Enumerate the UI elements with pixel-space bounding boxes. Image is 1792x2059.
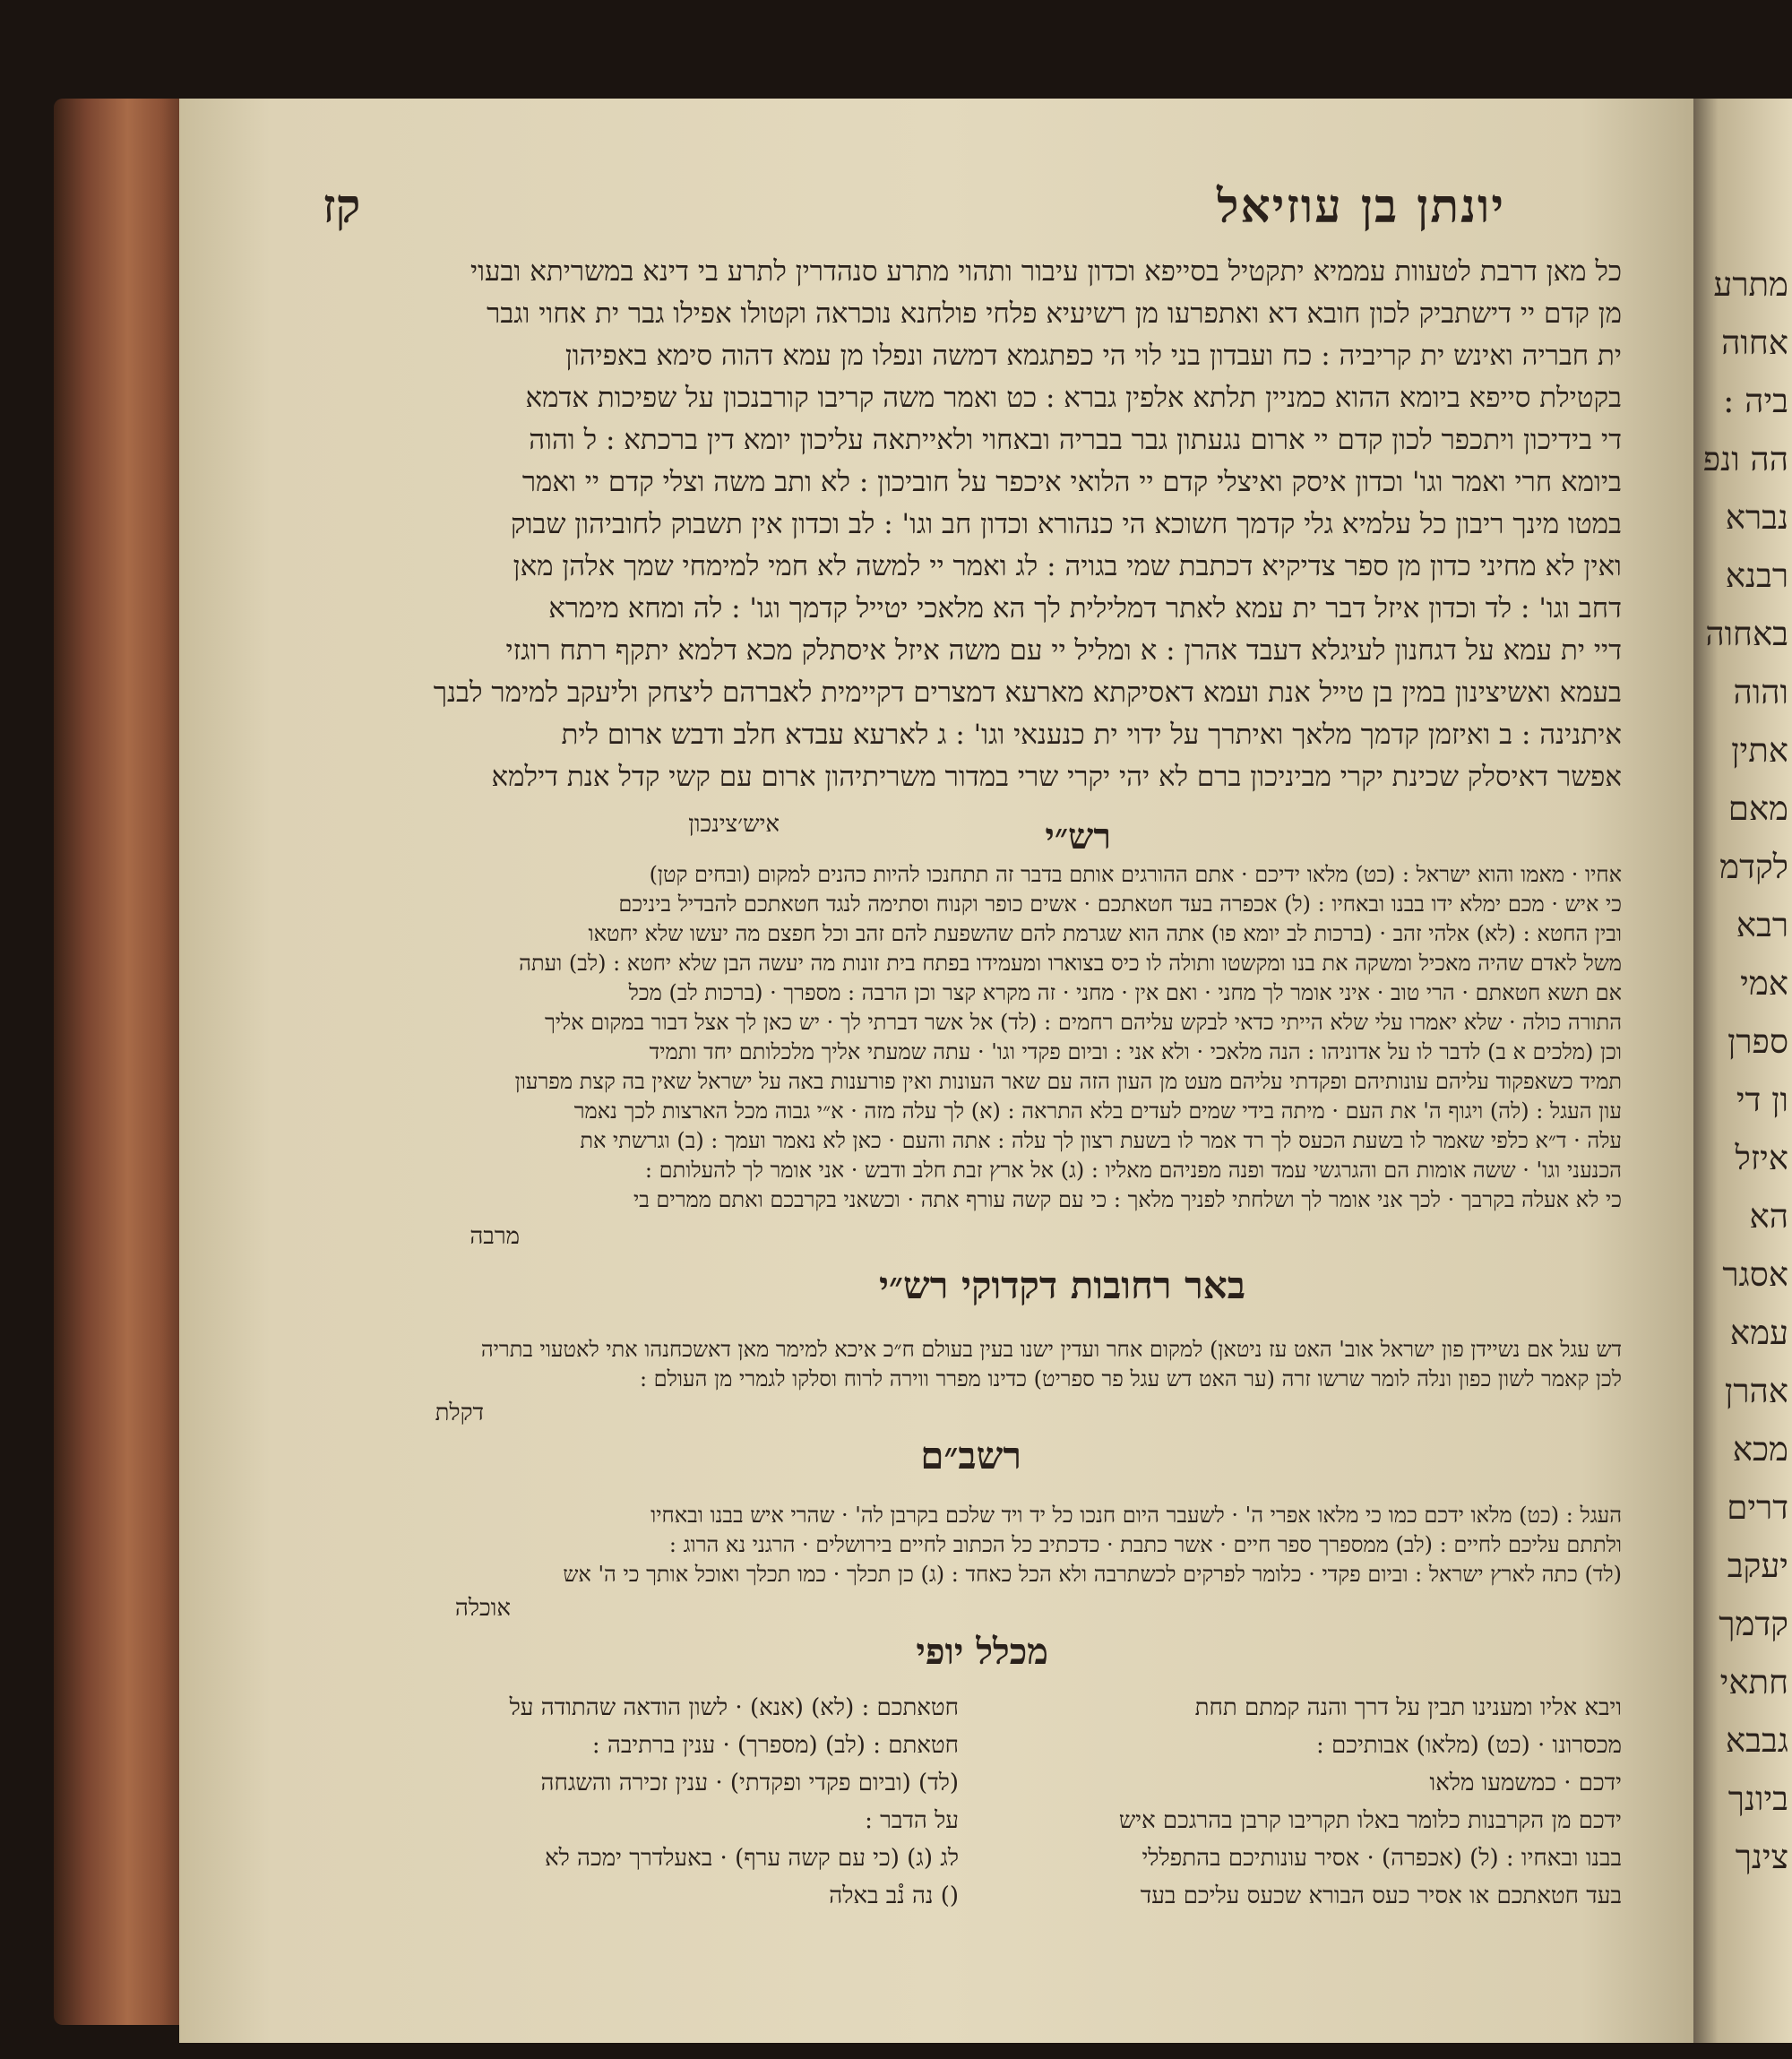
next-page-line: רבא bbox=[1736, 906, 1788, 944]
rashi-line: עון העגל : (לה) ויגוף ה' את העם · מיתה בידי שמים לעדים בלא התראה : (א) לך עלה מזה · א״י גבוה מכל הארצות לכך נאמר bbox=[573, 1098, 1622, 1124]
next-page-line: מתרע bbox=[1713, 265, 1788, 304]
targum-line: די בידיכון ויתכפר לכון קדם יי ארום נגעתון גבר בבריה ובאחוי ולאייתאה עליכון יומא דין ברכתא : ל והוה bbox=[529, 424, 1622, 456]
michlol-right-column bbox=[995, 1689, 1622, 1915]
targum-line: דחב וגו' : לד וכדון איזל דבר ית עמא לאתר דמלילית לך הא מלאכי יטייל קדמך וגו' : לה ומחא מימרא bbox=[548, 592, 1622, 625]
next-page-line: אמי bbox=[1740, 964, 1788, 1003]
next-page-line: באחוה bbox=[1705, 615, 1788, 653]
next-page-line: והוה bbox=[1733, 673, 1788, 711]
michlol-left-column bbox=[332, 1689, 959, 1915]
rashi-title: רש״י bbox=[1045, 815, 1111, 857]
book-spine-edge bbox=[54, 99, 188, 2025]
rashi-line: כי לא אעלה בקרבך · לכך אני אומר לך ושלחתי לפניך מלאך : כי עם קשה עורף אתה · וכשאני בקרבכם ואתם ממרים בי bbox=[633, 1187, 1622, 1212]
rashbam-line: (לד) כתה לארץ ישראל : וביום פקדי · כלומר לפרקים לכשתרבה ולא הכל כאחד : (ג) כן תכלך · כמו תכלך ואוכל אותך כי ה' אש bbox=[563, 1562, 1622, 1587]
targum-line: ביומא חרי ואמר וגו' וכדון איסק ואיצלי קדם יי הלואי איכפר על חוביכון : לא ותב משה וצלי קדם יי ואמר bbox=[521, 466, 1622, 498]
beer-line: דש עגל אם נשיידן פון ישראל אוב' האט עז ניטאן) למקום אחר ועדין ישנו בעין בעולם ח״כ איכא למימר מאן דאשכחנהו אתי לאטעוי בתריה bbox=[480, 1337, 1622, 1362]
michlol-line: בעד חטאתכם או אסיר כעס הבורא שכעס עליכם בעד bbox=[1140, 1882, 1622, 1909]
targum-line: אפשר דאיסלק שכינת יקרי מביניכון ברם לא יהי יקרי שרי במדור משריתיהון ארום עם קשי קדל אנת דילמא bbox=[491, 761, 1622, 793]
next-page-line: ספרן bbox=[1727, 1022, 1788, 1061]
next-page-line: רבנא bbox=[1725, 556, 1788, 595]
next-page-line: הא bbox=[1749, 1197, 1788, 1236]
michlol-line: () נה נ֯ב באלה bbox=[829, 1882, 959, 1909]
next-page-line: אהרן bbox=[1724, 1372, 1788, 1410]
next-page-line: ביה : bbox=[1722, 382, 1788, 420]
michlol-line: חטאתם : (לב) (מספרך) · ענין ברתיבה : bbox=[591, 1732, 959, 1759]
beer-catchword: דקלת bbox=[435, 1400, 484, 1426]
rashi-line: ובין החטא : (לא) אלהי זהב · (ברכות לב יומא פו) אתה הוא שגרמת להם שהשפעת להם זהב וכל חפצם מה יעשו שלא יחטאו bbox=[588, 921, 1622, 946]
next-page-line: גבבא bbox=[1725, 1721, 1788, 1760]
next-page-line: מכא bbox=[1732, 1430, 1788, 1469]
rashbam-commentary bbox=[323, 1501, 1622, 1589]
page-title: יונתן בן עוזיאל bbox=[1217, 179, 1505, 234]
next-page-line: צינך bbox=[1735, 1838, 1788, 1876]
rashi-line: כי איש · מכם ימלא ידו בבנו ובאחיו : (ל) אכפרה בעד חטאתכם · אשים כופר וקנוח וסתימה לנגד חטאתכם להבדיל ביניכם bbox=[618, 892, 1622, 917]
michlol-line: על הדבר : bbox=[865, 1807, 959, 1834]
rashi-line: תמיד כשאפקוד עליהם עונותיהם ופקדתי עליהם מעט מן העון הזה עם שאר העונות ואין פורענות באה על ישראל שאין בה קצת מפרעון bbox=[514, 1069, 1622, 1094]
rashbam-title: רשב״ם bbox=[920, 1434, 1021, 1477]
michlol-line: ידכם · כמשמעו מלאו bbox=[1429, 1770, 1622, 1796]
next-page-line: חתאי bbox=[1719, 1663, 1788, 1701]
michlol-line: מכסרונו · (כט) (מלאו) אבותיכם : bbox=[1316, 1732, 1622, 1759]
rashi-line: וכן (מלכים א ב) לדבר לו על אדוניהו : הנה מלאכי · ולא אני : וביום פקדי וגו' · עתה שמעתי אליך מלכלותם יחד ותמיד bbox=[649, 1039, 1622, 1064]
next-page-line: נברא bbox=[1725, 498, 1788, 537]
rashbam-catchword: אוכלה bbox=[454, 1595, 511, 1622]
next-page-line: אסגר bbox=[1722, 1255, 1788, 1294]
rashi-line: אם תשא חטאתם · הרי טוב · איני אומר לך מחני · ואם אין · מחני · זה מקרא קצר וכן הרבה : מספרך · (ברכות לב) מכל bbox=[628, 980, 1622, 1005]
targum-line: בקטילת סייפא ביומא ההוא כמניין תלתא אלפין גברא : כט ואמר משה קריבו קורבנכון על שפיכות אדמא bbox=[525, 382, 1622, 414]
rashi-line: משל לאדם שהיה מאכיל ומשקה את בנו ומקשטו ותולה לו כיס בצוארו ומעמידו בפתח בית זונות מה יעשה הבן שלא יחטא : (לב) ועתה bbox=[519, 951, 1622, 976]
targum-line: כל מאן דרבת לטעוות עממיא יתקטיל בסייפא וכדון עיבור ותהוי מתרע סנהדרין לתרע בי דינא במשריתא ובעוי bbox=[470, 255, 1622, 288]
targum-line: במטו מינך ריבון כל עלמיא גלי קדמך חשוכא הי כנהורא וכדון חב וגו' : לב וכדון אין תשבוק לחוביהון שבוק bbox=[511, 508, 1622, 540]
michlol-line: לג (ג) (כי עם קשה ערף) · באעלדרך ימכה לא bbox=[545, 1845, 959, 1872]
targum-catchword: איש׳צינכון bbox=[688, 811, 780, 838]
targum-line: בעמא ואשיצינון במין בן טייל אנת ועמא דאסיקתא מארעא דמצרים דקיימית לאברהם ליצחק וליעקב למימר לבנך bbox=[433, 676, 1622, 709]
rashbam-line: ולתתם עליכם לחיים : (לב) ממספרך ספר חיים · אשר כתבת · כדכתיב כל הכתוב לחיים בירושלים · הרגני נא הרוג : bbox=[668, 1532, 1622, 1557]
michlol-yofi-title: מכלל יופי bbox=[916, 1631, 1048, 1673]
targum-line: ית חבריה ואינש ית קריביה : כח ועבדון בני לוי הי כפתגמא דמשה ונפלו מן עמא דהוה סימא באפיהון bbox=[564, 340, 1622, 372]
michlol-line: בבנו ובאחיו : (ל) (אכפרה) · אסיר עונותיכם בהתפללי bbox=[1142, 1845, 1622, 1872]
beer-rechovot-commentary bbox=[323, 1335, 1622, 1394]
next-page-line: מאם bbox=[1727, 789, 1788, 828]
michlol-line: ידכם מן הקרבנות כלומר באלו תקריבו קרבן בהרגכם איש bbox=[1118, 1807, 1622, 1834]
next-page-line: קדמך bbox=[1719, 1605, 1788, 1643]
rashi-line: אחיו · מאמו והוא ישראל : (כט) מלאו ידיכם · אתם ההורגים אותם בדבר זה תתחנכו להיות כהנים למקום (ובחים קטן) bbox=[649, 862, 1622, 887]
rashi-line: התורה כולה · שלא יאמרו עלי שלא הייתי כדאי לבקש עליהם רחמים : (לד) אל אשר דברתי לך · יש כאן לך אצל דבור במקום אליך bbox=[544, 1010, 1622, 1035]
targum-line: ואין לא מחיני כדון מן ספר צדיקיא דכתבת שמי בגויה : לג ואמר יי למשה לא חמי למימחי שמך אלהן מאן bbox=[513, 550, 1622, 582]
next-page-line: איזל bbox=[1735, 1139, 1788, 1177]
next-page-line: יעקב bbox=[1727, 1546, 1788, 1585]
folio-number: קז bbox=[323, 179, 361, 234]
beer-line: לכן קאמר לשון כפון ונלה לומר שרשו זרה (ער האט דש עגל פר ספריט) כדינו מפרר ווירה לרוח וסלקו לגמרי מן העולם : bbox=[639, 1366, 1622, 1391]
michlol-line: (לד) (וביום פקדי ופקדתי) · ענין זכירה והשגחה bbox=[540, 1770, 959, 1796]
next-page-line: אתין bbox=[1731, 731, 1788, 770]
targum-text bbox=[340, 251, 1622, 798]
next-page-line: ביונך bbox=[1727, 1779, 1788, 1818]
targum-line: דיי ית עמא על דגחנון לעיגלא דעבד אהרן : א ומליל יי עם משה איזל איסתלק מכא דלמא יתקף רתח רוגזי bbox=[505, 634, 1622, 667]
rashi-line: הכנעני וגו' · ששה אומות הם והגרגשי עמד ופנה מפניהם מאליו : (ג) אל ארץ זבת חלב ודבש · אני אומר לך להעלותם : bbox=[644, 1158, 1622, 1183]
rashbam-line: העגל : (כט) מלאו ידכם כמו כי מלאו אפרי ה' · לשעבר היום חנכו כל יד ויד שלכם בקרבן לה' · שהרי איש בבנו ובאחיו bbox=[650, 1503, 1622, 1528]
running-header bbox=[323, 179, 1505, 234]
left-page bbox=[179, 99, 1702, 2043]
rashi-commentary bbox=[323, 860, 1622, 1215]
next-page-line: דרים bbox=[1727, 1488, 1788, 1527]
right-page-edge bbox=[1693, 99, 1792, 2043]
next-page-line: ון די bbox=[1736, 1081, 1788, 1119]
rashi-catchword: מרבה bbox=[470, 1223, 520, 1250]
next-page-line: עמא bbox=[1729, 1314, 1788, 1352]
targum-line: מן קדם יי דישתביק לכון חובא דא ואתפרעו מן רשיעיא פלחי פולחנא נוכראה וקטולו אפילו גבר ית אחוי וגבר bbox=[487, 297, 1622, 330]
next-page-line: לקדמ bbox=[1719, 848, 1788, 886]
michlol-line: ויבא אליו ומענינו תבין על דרך והנה קמתם תחת bbox=[1194, 1694, 1622, 1721]
beer-rechovot-title: באר רחובות דקדוקי רש״י bbox=[879, 1263, 1245, 1307]
next-page-line: אחוה bbox=[1721, 323, 1788, 362]
next-page-line: הה ונפ bbox=[1702, 440, 1788, 478]
michlol-line: חטאתכם : (לא) (אנא) · לשון הודאה שהתודה על bbox=[509, 1694, 959, 1721]
rashi-line: עלה · ד״א כלפי שאמר לו בשעת הכעס לך רד אמר לו בשעת רצון לך עלה : אתה והעם · כאן לא נאמר ועמך : (ב) וגרשתי את bbox=[580, 1128, 1622, 1153]
targum-line: איתנינה : ב ואיזמן קדמך מלאך ואיתרך על ידוי ית כנענאי וגו' : ג לארעא עבדא חלב ודבש ארום לית bbox=[561, 719, 1622, 751]
